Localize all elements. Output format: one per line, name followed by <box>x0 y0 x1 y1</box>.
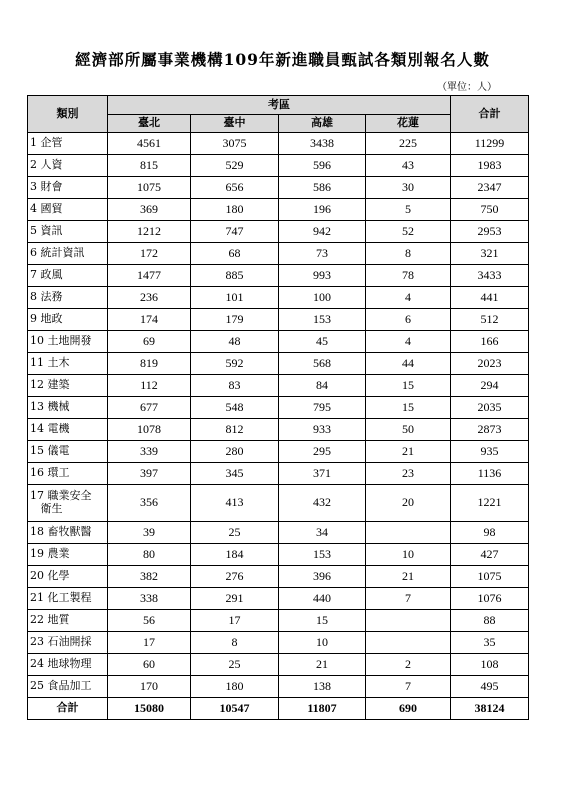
footer-value: 15080 <box>108 698 191 720</box>
header-area-kaohsiung: 高雄 <box>279 115 366 133</box>
row-value: 396 <box>279 566 366 588</box>
row-total: 1076 <box>451 588 529 610</box>
row-value: 100 <box>279 287 366 309</box>
row-value: 795 <box>279 397 366 419</box>
header-category: 類別 <box>28 96 108 133</box>
table-row <box>28 522 529 544</box>
row-total: 935 <box>451 441 529 463</box>
row-value: 656 <box>191 177 279 199</box>
row-value: 529 <box>191 155 279 177</box>
table-row <box>28 397 529 419</box>
footer-total: 38124 <box>451 698 529 720</box>
table-row <box>28 676 529 698</box>
row-value: 345 <box>191 463 279 485</box>
row-value <box>366 522 451 544</box>
row-value: 276 <box>191 566 279 588</box>
row-category: 6 統計資訊 <box>28 243 108 265</box>
row-category: 18 畜牧獸醫 <box>28 522 108 544</box>
header-area-taichung: 臺中 <box>191 115 279 133</box>
row-value: 43 <box>366 155 451 177</box>
row-category: 7 政風 <box>28 265 108 287</box>
unit-note: （單位：人） <box>437 82 497 93</box>
row-value: 84 <box>279 375 366 397</box>
header-area-hualien: 花蓮 <box>366 115 451 133</box>
row-value: 20 <box>366 485 451 522</box>
row-total: 1983 <box>451 155 529 177</box>
table-row <box>28 441 529 463</box>
row-value: 819 <box>108 353 191 375</box>
row-value: 885 <box>191 265 279 287</box>
row-value: 180 <box>191 199 279 221</box>
row-value: 56 <box>108 610 191 632</box>
row-total: 166 <box>451 331 529 353</box>
row-value: 196 <box>279 199 366 221</box>
row-category: 2 人資 <box>28 155 108 177</box>
row-total: 321 <box>451 243 529 265</box>
row-value: 44 <box>366 353 451 375</box>
row-value: 815 <box>108 155 191 177</box>
row-value: 172 <box>108 243 191 265</box>
row-value: 397 <box>108 463 191 485</box>
footer-value: 10547 <box>191 698 279 720</box>
row-value: 933 <box>279 419 366 441</box>
row-value: 548 <box>191 397 279 419</box>
row-total: 750 <box>451 199 529 221</box>
row-value: 942 <box>279 221 366 243</box>
row-value: 68 <box>191 243 279 265</box>
row-value: 25 <box>191 654 279 676</box>
table-row <box>28 588 529 610</box>
row-category: 13 機械 <box>28 397 108 419</box>
row-value: 568 <box>279 353 366 375</box>
table-row <box>28 654 529 676</box>
row-value: 39 <box>108 522 191 544</box>
table-row <box>28 353 529 375</box>
row-value: 3075 <box>191 133 279 155</box>
row-value: 180 <box>191 676 279 698</box>
row-value: 5 <box>366 199 451 221</box>
row-value: 83 <box>191 375 279 397</box>
row-category: 8 法務 <box>28 287 108 309</box>
row-value: 69 <box>108 331 191 353</box>
row-value: 339 <box>108 441 191 463</box>
row-value: 3438 <box>279 133 366 155</box>
table-row <box>28 199 529 221</box>
footer-value: 11807 <box>279 698 366 720</box>
row-value: 21 <box>366 566 451 588</box>
row-value: 291 <box>191 588 279 610</box>
row-total: 2035 <box>451 397 529 419</box>
row-category: 16 環工 <box>28 463 108 485</box>
table-body <box>28 133 529 698</box>
row-category: 24 地球物理 <box>28 654 108 676</box>
row-category: 19 農業 <box>28 544 108 566</box>
row-value: 112 <box>108 375 191 397</box>
row-category: 22 地質 <box>28 610 108 632</box>
footer-label: 合計 <box>28 698 108 720</box>
row-value: 15 <box>279 610 366 632</box>
table-row <box>28 287 529 309</box>
table-row <box>28 265 529 287</box>
row-value: 586 <box>279 177 366 199</box>
row-value: 236 <box>108 287 191 309</box>
row-value: 369 <box>108 199 191 221</box>
row-value: 10 <box>279 632 366 654</box>
row-value: 371 <box>279 463 366 485</box>
row-total: 441 <box>451 287 529 309</box>
row-value <box>366 632 451 654</box>
table-row <box>28 419 529 441</box>
row-category: 14 電機 <box>28 419 108 441</box>
row-value: 280 <box>191 441 279 463</box>
row-value: 8 <box>366 243 451 265</box>
row-total: 1136 <box>451 463 529 485</box>
row-value: 677 <box>108 397 191 419</box>
row-value: 993 <box>279 265 366 287</box>
row-value: 1212 <box>108 221 191 243</box>
row-total: 88 <box>451 610 529 632</box>
row-total: 35 <box>451 632 529 654</box>
row-value: 48 <box>191 331 279 353</box>
registration-table <box>27 95 529 720</box>
row-value: 7 <box>366 676 451 698</box>
row-category: 23 石油開採 <box>28 632 108 654</box>
row-value: 812 <box>191 419 279 441</box>
row-value: 34 <box>279 522 366 544</box>
row-value: 596 <box>279 155 366 177</box>
row-category: 15 儀電 <box>28 441 108 463</box>
row-value: 7 <box>366 588 451 610</box>
row-value: 138 <box>279 676 366 698</box>
table-row <box>28 243 529 265</box>
table-row <box>28 133 529 155</box>
row-total: 98 <box>451 522 529 544</box>
row-value: 295 <box>279 441 366 463</box>
row-value: 4 <box>366 287 451 309</box>
row-value: 1075 <box>108 177 191 199</box>
row-value <box>366 610 451 632</box>
row-total: 2953 <box>451 221 529 243</box>
row-value: 17 <box>191 610 279 632</box>
row-value: 1078 <box>108 419 191 441</box>
row-value: 184 <box>191 544 279 566</box>
header-area-taipei: 臺北 <box>108 115 191 133</box>
table-row <box>28 177 529 199</box>
row-value: 592 <box>191 353 279 375</box>
row-category: 4 國貿 <box>28 199 108 221</box>
row-total: 1221 <box>451 485 529 522</box>
row-total: 3433 <box>451 265 529 287</box>
row-value: 1477 <box>108 265 191 287</box>
table-row <box>28 610 529 632</box>
row-category: 10 土地開發 <box>28 331 108 353</box>
table-row <box>28 331 529 353</box>
row-value: 52 <box>366 221 451 243</box>
row-category: 3 財會 <box>28 177 108 199</box>
row-total: 2873 <box>451 419 529 441</box>
row-value: 10 <box>366 544 451 566</box>
row-value: 6 <box>366 309 451 331</box>
row-value: 23 <box>366 463 451 485</box>
row-value: 356 <box>108 485 191 522</box>
table-row <box>28 632 529 654</box>
header-exam-area: 考區 <box>108 96 451 115</box>
table-footer-row <box>28 698 529 720</box>
row-category: 17 職業安全 衛生 <box>28 485 108 522</box>
row-value: 50 <box>366 419 451 441</box>
row-total: 108 <box>451 654 529 676</box>
table-row <box>28 309 529 331</box>
row-value: 30 <box>366 177 451 199</box>
row-value: 21 <box>366 441 451 463</box>
row-value: 78 <box>366 265 451 287</box>
row-total: 2347 <box>451 177 529 199</box>
row-total: 1075 <box>451 566 529 588</box>
row-value: 80 <box>108 544 191 566</box>
row-value: 15 <box>366 397 451 419</box>
row-value: 4 <box>366 331 451 353</box>
row-value: 101 <box>191 287 279 309</box>
row-value: 21 <box>279 654 366 676</box>
row-value: 17 <box>108 632 191 654</box>
row-value: 2 <box>366 654 451 676</box>
row-value: 225 <box>366 133 451 155</box>
row-value: 15 <box>366 375 451 397</box>
table-row <box>28 485 529 522</box>
row-value: 8 <box>191 632 279 654</box>
row-total: 512 <box>451 309 529 331</box>
row-category: 5 資訊 <box>28 221 108 243</box>
page-title: 經濟部所屬事業機構109年新進職員甄試各類別報名人數 <box>75 50 490 69</box>
row-value: 179 <box>191 309 279 331</box>
row-total: 427 <box>451 544 529 566</box>
row-category: 1 企管 <box>28 133 108 155</box>
row-value: 153 <box>279 544 366 566</box>
row-value: 170 <box>108 676 191 698</box>
row-value: 413 <box>191 485 279 522</box>
table-row <box>28 375 529 397</box>
row-value: 153 <box>279 309 366 331</box>
row-category: 11 土木 <box>28 353 108 375</box>
row-total: 11299 <box>451 133 529 155</box>
table-row <box>28 155 529 177</box>
table-row <box>28 566 529 588</box>
row-total: 495 <box>451 676 529 698</box>
row-value: 60 <box>108 654 191 676</box>
footer-value: 690 <box>366 698 451 720</box>
row-category: 20 化學 <box>28 566 108 588</box>
row-value: 432 <box>279 485 366 522</box>
row-value: 338 <box>108 588 191 610</box>
row-total: 294 <box>451 375 529 397</box>
header-total: 合計 <box>451 96 529 133</box>
row-category: 25 食品加工 <box>28 676 108 698</box>
row-value: 25 <box>191 522 279 544</box>
row-category: 9 地政 <box>28 309 108 331</box>
row-category: 21 化工製程 <box>28 588 108 610</box>
table-row <box>28 544 529 566</box>
table-row <box>28 221 529 243</box>
row-category: 12 建築 <box>28 375 108 397</box>
row-value: 440 <box>279 588 366 610</box>
row-value: 45 <box>279 331 366 353</box>
row-total: 2023 <box>451 353 529 375</box>
row-value: 73 <box>279 243 366 265</box>
table-row <box>28 463 529 485</box>
row-value: 382 <box>108 566 191 588</box>
row-value: 747 <box>191 221 279 243</box>
row-value: 174 <box>108 309 191 331</box>
row-value: 4561 <box>108 133 191 155</box>
